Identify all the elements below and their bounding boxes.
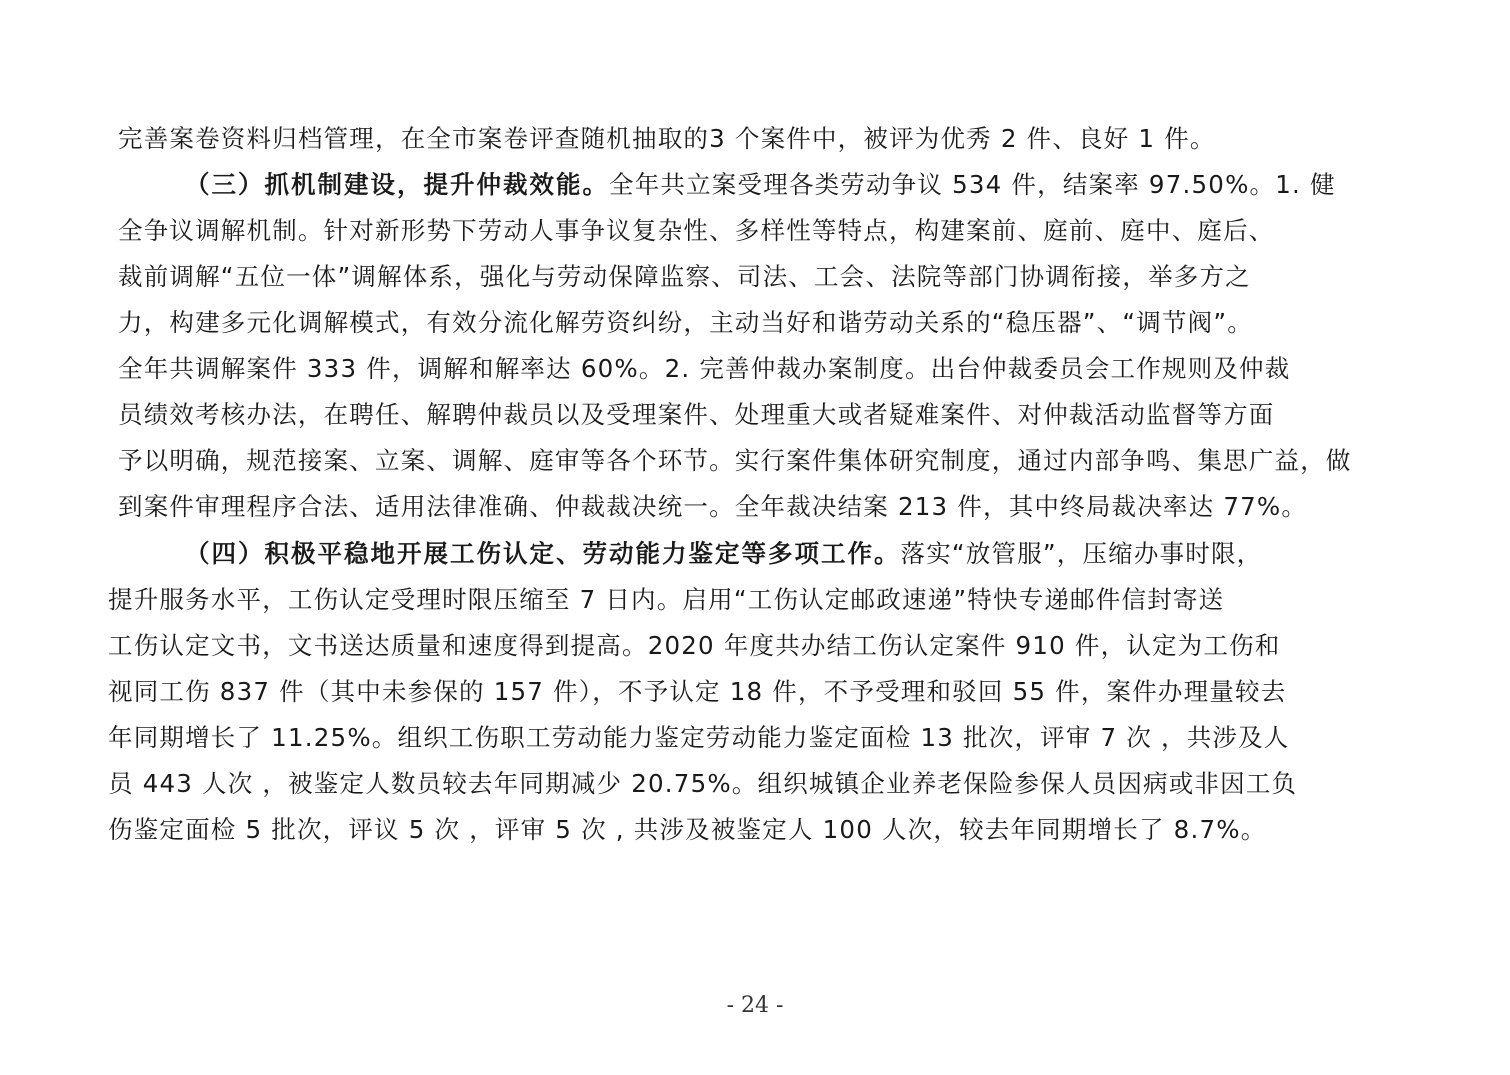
text-line-1: 完善案卷资料归档管理，在全市案卷评查随机抽取的3 个案件中，被评为优秀 2 件、良好 1 件。 [118,124,1216,153]
text-line-14: 年同期增长了 11.25%。组织工伤职工劳动能力鉴定劳动能力鉴定面检 13 批次，评审 7 次 ，共涉及人 [108,723,1290,752]
text-line-8: 予以明确，规范接案、立案、调解、庭审等各个环节。实行案件集体研究制度，通过内部争鸣、集思广益，做 [118,446,1352,475]
text-line-9: 到案件审理程序合法、适用法律准确、仲裁裁决统一。全年裁决结案 213 件，其中终局裁决率达 77%。 [118,492,1308,521]
section-heading-3: （三）抓机制建设，提升仲裁效能。 [185,170,609,199]
text-line-7: 员绩效考核办法，在聘任、解聘仲裁员以及受理案件、处理重大或者疑难案件、对仲裁活动监督等方面 [118,400,1275,429]
text-line-5: 力，构建多元化调解模式，有效分流化解劳资纠纷，主动当好和谐劳动关系的“稳压器”、“调节阀”。 [118,308,1253,337]
text-line-6: 全年共调解案件 333 件，调解和解率达 60%。2. 完善仲裁办案制度。出台仲裁委员会工作规则及仲裁 [118,354,1291,383]
text-run: 落实“放管服”，压缩办事时限， [900,539,1263,568]
text-line-2 [185,167,1336,203]
text-line-16: 伤鉴定面检 5 批次，评议 5 次 ，评审 5 次 , 共涉及被鉴定人 100 人次，较去年同期增长了 8.7%。 [108,815,1267,844]
text-line-11: 提升服务水平，工伤认定受理时限压缩至 7 日内。启用“工伤认定邮政速递”特快专递邮件信封寄送 [108,585,1225,614]
text-line-15: 员 443 人次 ，被鉴定人数员较去年同期减少 20.75%。组织城镇企业养老保险参保人员因病或非因工负 [108,769,1298,798]
text-run: 全年共立案受理各类劳动争议 534 件，结案率 97.50%。1. 健 [609,170,1336,199]
text-line-10 [185,536,1262,572]
page-number: - 24 - [726,993,784,1018]
text-line-3: 全争议调解机制。针对新形势下劳动人事争议复杂性、多样性等特点，构建案前、庭前、庭中、庭后、 [118,216,1275,245]
text-line-12: 工伤认定文书，文书送达质量和速度得到提高。2020 年度共办结工伤认定案件 910 件，认定为工伤和 [108,631,1281,660]
text-line-4: 裁前调解“五位一体”调解体系，强化与劳动保障监察、司法、工会、法院等部门协调衔接，举多方之 [118,262,1251,291]
text-line-13: 视同工伤 837 件（其中未参保的 157 件），不予认定 18 件，不予受理和驳回 55 件，案件办理量较去 [108,677,1287,706]
section-heading-4: （四）积极平稳地开展工伤认定、劳动能力鉴定等多项工作。 [185,539,901,568]
